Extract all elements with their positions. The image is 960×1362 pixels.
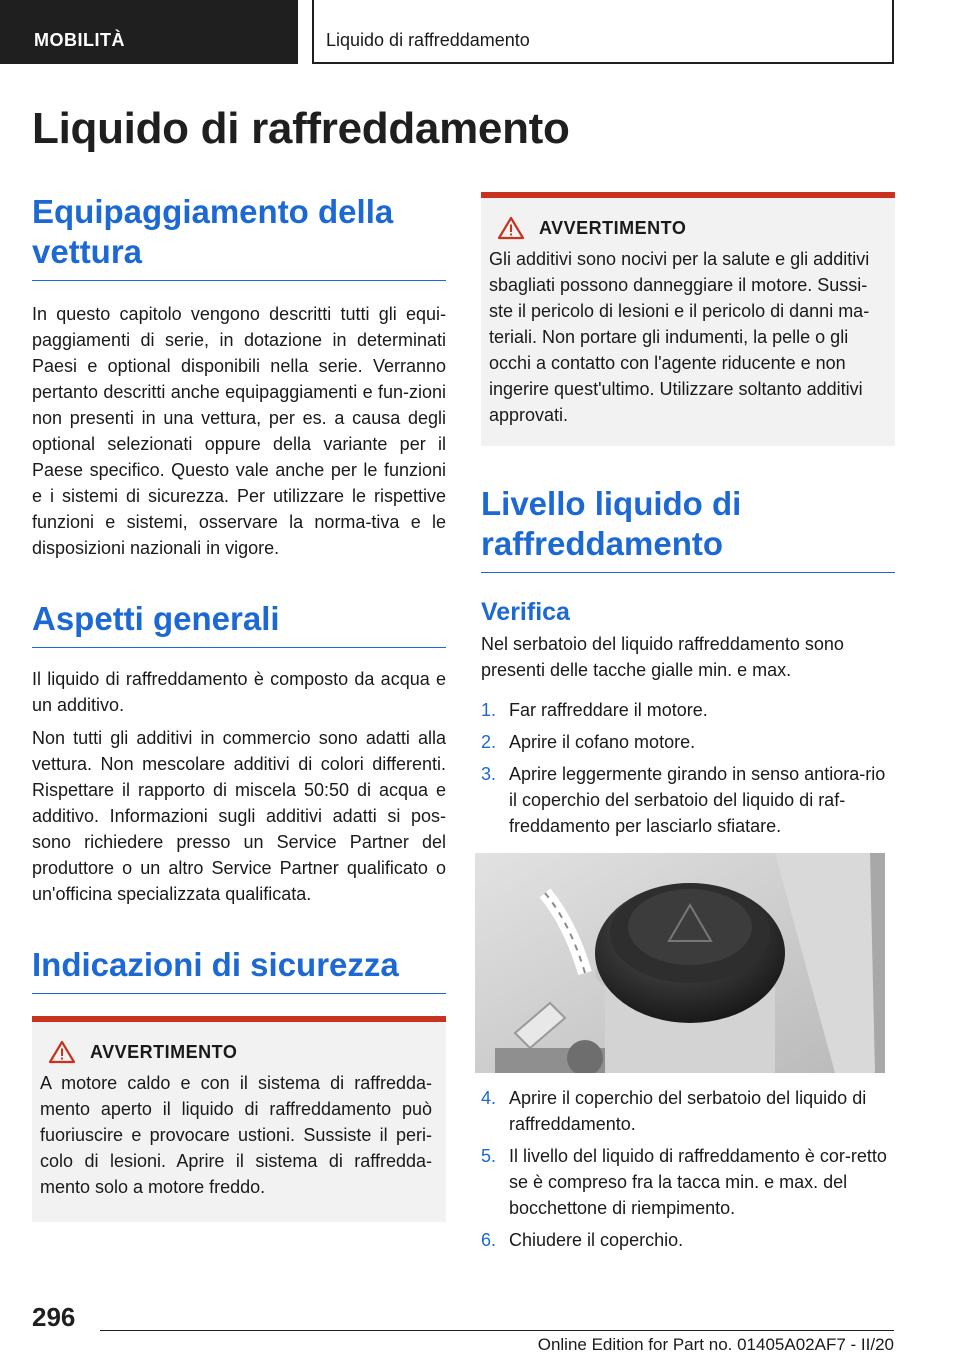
general-heading: Aspetti generali bbox=[32, 599, 446, 648]
left-column bbox=[32, 192, 446, 1222]
warning-text: A motore caldo e con il sistema di raffredda-mento aperto il liquido di raffreddamento può fuoriuscire e provocare ustioni. Sussiste il peri-colo di lesioni. Aprire il sistema di raffredda-mento solo a motore freddo. bbox=[40, 1073, 432, 1197]
warning-box-hot-engine bbox=[32, 1016, 446, 1222]
step-number: 6. bbox=[481, 1230, 497, 1250]
warning-title: AVVERTIMENTO bbox=[90, 1041, 238, 1062]
step-text: Il livello del liquido di raffreddamento è cor-retto se è compreso fra la tacca min. e max. del bocchettone di riempimento. bbox=[509, 1146, 887, 1218]
coolant-cap-illustration bbox=[475, 853, 885, 1073]
safety-heading: Indicazioni di sicurezza bbox=[32, 945, 446, 994]
section-tab: MOBILITÀ bbox=[0, 0, 298, 64]
steps-list-second bbox=[481, 1085, 895, 1253]
page-number: 296 bbox=[32, 1302, 76, 1332]
step-text: Far raffreddare il motore. bbox=[509, 700, 708, 720]
step-item bbox=[481, 761, 895, 839]
step-text: Aprire il coperchio del serbatoio del liquido di raffreddamento. bbox=[509, 1088, 867, 1134]
footer-divider bbox=[100, 1330, 894, 1331]
warning-header bbox=[40, 1040, 432, 1064]
step-text: Aprire leggermente girando in senso antiora-rio il coperchio del serbatoio del liquido di raf-freddamento per lasciarlo sfiatare. bbox=[509, 764, 886, 836]
step-item bbox=[481, 1085, 895, 1137]
general-paragraph-1: Il liquido di raffreddamento è composto da acqua e un additivo. bbox=[32, 669, 446, 715]
warning-box-additives bbox=[481, 192, 895, 446]
right-column bbox=[481, 192, 895, 1259]
step-item bbox=[481, 1227, 895, 1253]
equip-text: In questo capitolo vengono descritti tutti gli equi-paggiamenti di serie, in dotazione in determinati Paesi e optional disponibili nella serie. Verranno pertanto descritti anche equipaggiamenti e fun-zioni non presenti in una vettura, per es. a causa degli optional selezionati oppure della variante per il Paese specifico. Questo vale anche per le funzioni e i sistemi di sicurezza. Per utilizzare le rispettive funzioni e sistemi, osservare la norma-tiva e le disposizioni nazionali in vigore. bbox=[32, 304, 446, 558]
step-text: Chiudere il coperchio. bbox=[509, 1230, 684, 1250]
header-title: Liquido di raffreddamento bbox=[312, 0, 894, 64]
step-text: Aprire il cofano motore. bbox=[509, 732, 696, 752]
warning-header bbox=[489, 216, 881, 240]
check-text: Nel serbatoio del liquido raffreddamento sono presenti delle tacche gialle min. e max. bbox=[481, 634, 844, 680]
equip-heading: Equipaggiamento della vettura bbox=[32, 192, 446, 281]
warning-text: Gli additivi sono nocivi per la salute e gli additivi sbagliati possono danneggiare il motore. Sussi-ste il pericolo di lesioni e il pericolo di danni ma-teriali. Non portare gli indumenti, la pelle o gli occhi a contatto con l'agente riducente e non ingerire quest'ultimo. Utilizzare soltanto additivi approvati. bbox=[489, 249, 870, 425]
step-number: 5. bbox=[481, 1146, 497, 1166]
edition-note: Online Edition for Part no. 01405A02AF7 - II/20 bbox=[537, 1335, 894, 1354]
coolant-cap-photo bbox=[475, 853, 885, 1073]
level-heading: Livello liquido di raffreddamento bbox=[481, 484, 895, 573]
step-number: 4. bbox=[481, 1088, 497, 1108]
step-number: 1. bbox=[481, 700, 497, 720]
warning-triangle-icon bbox=[497, 216, 525, 240]
step-item bbox=[481, 729, 895, 755]
page-title: Liquido di raffreddamento bbox=[32, 104, 570, 153]
page-header bbox=[0, 0, 960, 66]
warning-title: AVVERTIMENTO bbox=[539, 217, 687, 238]
check-heading: Verifica bbox=[481, 598, 570, 626]
step-number: 2. bbox=[481, 732, 497, 752]
steps-list-first bbox=[481, 697, 895, 839]
step-item bbox=[481, 697, 895, 723]
general-paragraph-2: Non tutti gli additivi in commercio sono adatti alla vettura. Non mescolare additivi di colori differenti. Rispettare il rapporto di miscela 50:50 di acqua e additivo. Informazioni sugli additivi adatti si pos-sono richiedere presso un Service Partner del produttore o un altro Service Partner qualificato o un'officina specializzata qualificata. bbox=[32, 728, 446, 904]
step-item bbox=[481, 1143, 895, 1221]
step-number: 3. bbox=[481, 764, 497, 784]
warning-triangle-icon bbox=[48, 1040, 76, 1064]
